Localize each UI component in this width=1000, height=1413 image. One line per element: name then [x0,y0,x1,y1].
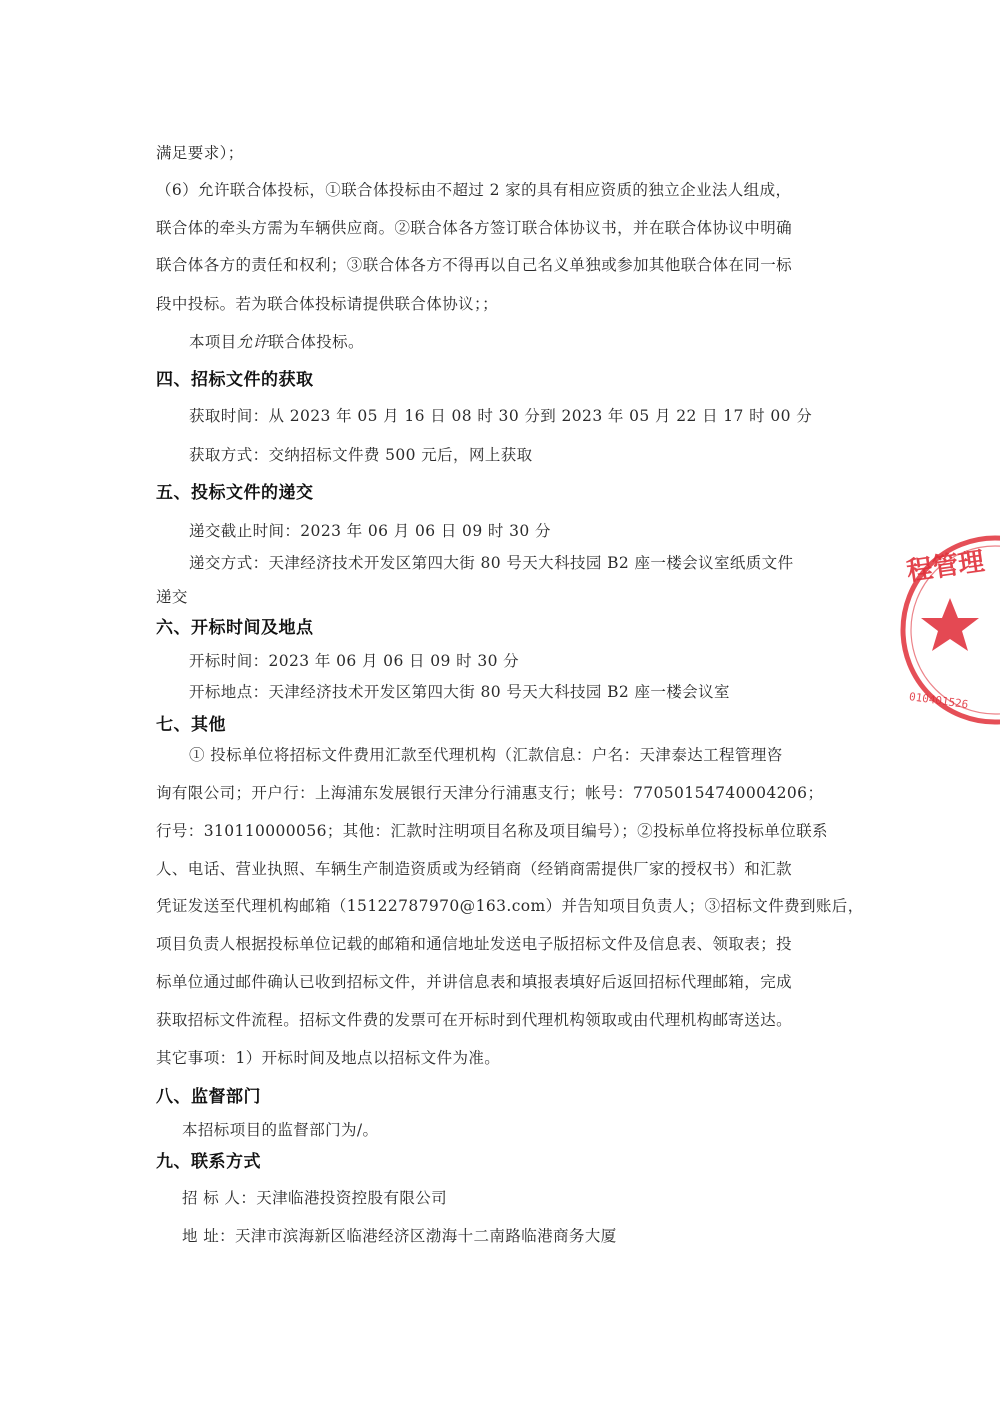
seal-star-icon [921,598,979,651]
text-line: （6）允许联合体投标，①联合体投标由不超过 2 家的具有相应资质的独立企业法人组成， [156,181,792,199]
section-heading: 六、开标时间及地点 [156,618,314,638]
section-heading: 四、招标文件的获取 [156,370,314,390]
seal-bottom-number: 010401526 [908,690,970,712]
text-line: 其它事项：1）开标时间及地点以招标文件为准。 [156,1049,501,1067]
text-line: 询有限公司；开户行：上海浦东发展银行天津分行浦惠支行；帐号：77050154740004206； [156,784,824,802]
seal-graphic [895,530,1000,730]
text-line: 递交 [156,588,188,606]
text-line: ① 投标单位将招标文件费用汇款至代理机构（汇款信息：户名：天津泰达工程管理咨 [189,746,783,764]
text-line: 项目负责人根据投标单位记载的邮箱和通信地址发送电子版招标文件及信息表、领取表；投 [156,935,793,953]
emphasized-text: 允许 [236,333,269,351]
text-fragment: 联合体投标。 [268,333,364,351]
text-line: 人、电话、营业执照、车辆生产制造资质或为经销商（经销商需提供厂家的授权书）和汇款 [156,860,793,878]
text-line: 递交方式：天津经济技术开发区第四大街 80 号天大科技园 B2 座一楼会议室纸质文件 [189,554,794,572]
section-heading: 七、其他 [156,715,226,735]
text-line: 招 标 人：天津临港投资控股有限公司 [182,1189,448,1207]
text-line: 本招标项目的监督部门为/。 [182,1121,379,1139]
text-line: 满足要求）； [156,144,244,162]
text-line: 开标地点：天津经济技术开发区第四大街 80 号天大科技园 B2 座一楼会议室 [189,683,730,701]
text-line: 联合体各方的责任和权利；③联合体各方不得再以自己名义单独或参加其他联合体在同一标 [156,256,793,274]
section-heading: 九、联系方式 [156,1152,261,1172]
text-line: 标单位通过邮件确认已收到招标文件，并讲信息表和填报表填好后返回招标代理邮箱，完成 [156,973,793,991]
text-line: 获取招标文件流程。招标文件费的发票可在开标时到代理机构领取或由代理机构邮寄送达。 [156,1011,793,1029]
text-line: 行号：310110000056；其他：汇款时注明项目名称及项目编号）；②投标单位将投标单位联系 [156,822,828,840]
text-line: 开标时间：2023 年 06 月 06 日 09 时 30 分 [189,652,520,670]
text-line: 获取方式：交纳招标文件费 500 元后，网上获取 [189,446,533,464]
text-line: 获取时间：从 2023 年 05 月 16 日 08 时 30 分到 2023 年 05 月 22 日 17 时 00 分 [189,407,813,425]
text-line: 递交截止时间：2023 年 06 月 06 日 09 时 30 分 [189,522,551,540]
text-fragment: 本项目 [189,333,237,351]
text-line: 凭证发送至代理机构邮箱（15122787970@163.com）并告知项目负责人；③招标文件费到账后， [156,897,864,915]
seal-top-text: 程管理 [904,546,987,588]
section-heading: 五、投标文件的递交 [156,483,314,503]
text-line: 地 址：天津市滨海新区临港经济区渤海十二南路临港商务大厦 [182,1227,617,1245]
text-line [189,332,364,352]
section-heading: 八、监督部门 [156,1087,261,1107]
text-line: 段中投标。若为联合体投标请提供联合体协议；； [156,295,499,313]
text-line: 联合体的牵头方需为车辆供应商。②联合体各方签订联合体协议书，并在联合体协议中明确 [156,219,793,237]
official-seal-stamp [895,530,1000,730]
